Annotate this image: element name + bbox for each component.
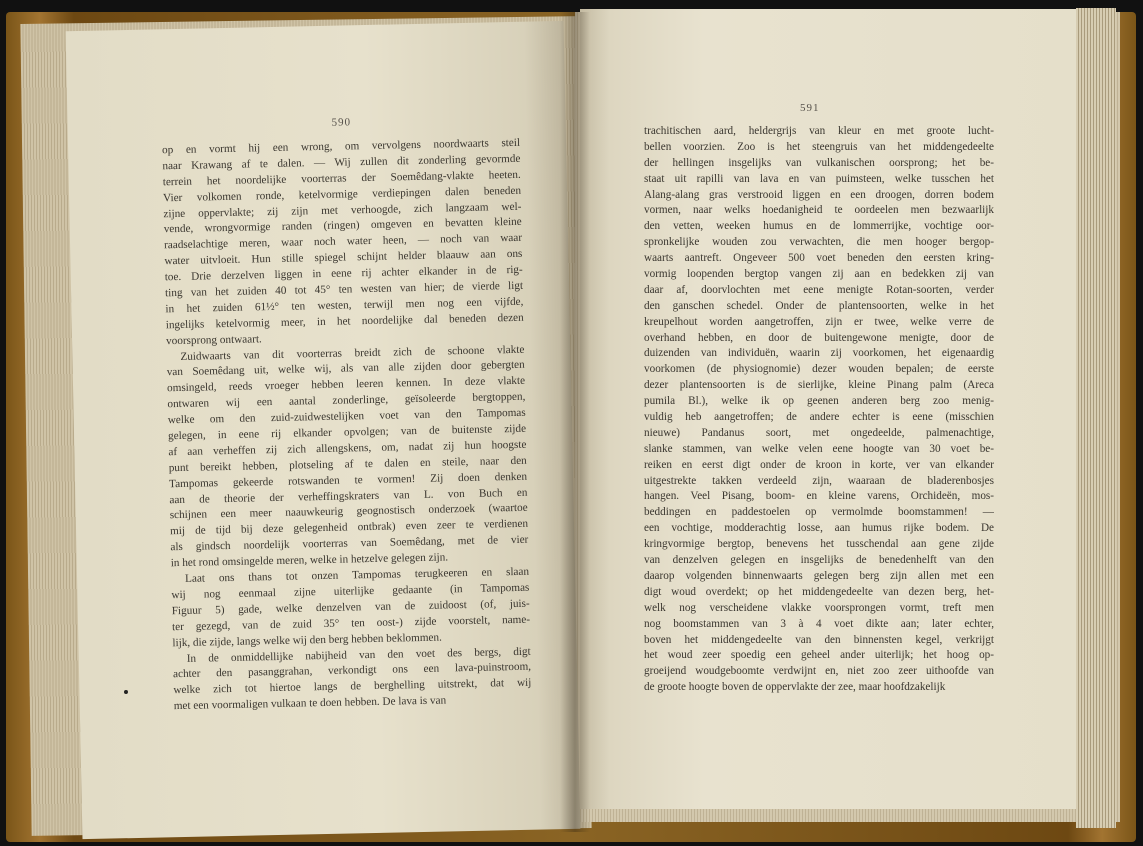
text-line: bellen voorzien. Zoo is het steengruis van het middengedeelte bbox=[644, 140, 994, 153]
text-line: welke zich tot hiertoe langs de berghelling uitstrekt, dat wij bbox=[173, 676, 532, 697]
text-line: in het rond omsingelde meren, welke in hetzelve gelegen zijn. bbox=[170, 551, 449, 570]
text-line: vormen, naar welks hoedanigheid te oordeelen men bezwaarlijk bbox=[644, 204, 994, 217]
text-line: vende, wrongvormige randen (ringen) omgeven en bevatten kleine bbox=[163, 216, 522, 236]
text-line: voorkomen (de physiognomie) dezer wouden bepalen; de eerste bbox=[644, 363, 994, 376]
text-line: groeijend woudgeboomte verdwijnt en, niet zoo zeer uithoofde van bbox=[644, 665, 994, 678]
text-line: op en vormt hij een wrong, om vervolgens noordwaarts steil bbox=[161, 136, 521, 157]
text-line: ting van het zuiden 40 tot 45° ten westen van hier; de vierde ligt bbox=[164, 279, 524, 300]
text-line: punt bereikt hebben, plotseling af te dalen en steile, naar den bbox=[168, 454, 527, 475]
text-line: ingelijks ketelvormig meer, in het noordelijke dal beneden dezen bbox=[165, 311, 524, 332]
text-line: hangen. Veel Pisang, boom- en kleine varens, Orchideën, mos- bbox=[644, 490, 994, 503]
text-line: kringvormige bergtop, benevens het tusschendal aan gene zijde bbox=[644, 538, 994, 551]
text-line: Alang-alang gras verstrooid liggen en een droogen, dorren bodem bbox=[644, 188, 994, 201]
text-line: Tampomas gekeerde rotswanden te vormen! Zij doen denken bbox=[168, 470, 528, 490]
left-page bbox=[66, 21, 581, 839]
text-line: vuldig heb aangetroffen; de andere echter is eene (misschien bbox=[644, 411, 994, 424]
text-line: lijk, die zijde, langs welke wij den berg hebben beklommen. bbox=[172, 631, 442, 649]
text-line: schijnen een meer naauwkeurig geognostisch onderzoek (waartoe bbox=[169, 502, 528, 522]
text-line: raadselachtige meren, waar noch water heen, — noch van waar bbox=[163, 232, 523, 252]
text-line: Vier volkomen ronde, ketelvormige verdiepingen dalen beneden bbox=[162, 184, 522, 204]
text-line: mij de tijd bij deze gelegenheid ontbrak) even zeer te verdienen bbox=[169, 518, 529, 538]
text-line: in het zuiden 61½° ten westen, terwijl men nog een vijfde, bbox=[165, 295, 524, 316]
text-line: waarts aantreft. Ongeveer 500 voet beneden den eersten kring- bbox=[644, 252, 994, 265]
text-line: met een voormaligen vulkaan te doen hebben. De lava is van bbox=[173, 694, 447, 713]
text-line: van Soemêdang uit, welke wij, als van alle zijden door gebergten bbox=[166, 359, 525, 379]
text-line: Zuidwaarts van dit voorterras breidt zich de schoone vlakte bbox=[180, 343, 525, 363]
text-line: der hellingen insgelijks van vulkanischen oorsprong; het be- bbox=[644, 156, 994, 169]
text-line: achter den pasanggrahan, verkondigt ons een lava-puinstroom, bbox=[172, 661, 532, 681]
right-page-edges bbox=[1076, 8, 1116, 828]
page-number: 590 bbox=[331, 116, 352, 129]
text-line: Figuur 5) gade, welke denzelven van de zuidoost (of, juis- bbox=[171, 597, 530, 618]
page-number: 591 bbox=[800, 102, 820, 114]
text-line: naar Krawang af te dalen. — Wij zullen dit zonderling gevormde bbox=[162, 152, 521, 173]
page-body-text bbox=[644, 124, 994, 696]
text-line: het woud zeer spoedig een geheel ander uiterlijk; het hoog op- bbox=[644, 649, 994, 662]
text-line: den vetten, weeken humus en de lommerrijke, vochtige oor- bbox=[644, 220, 994, 233]
text-line: kreupelhout worden aangetroffen, zijn er twee, welke verre de bbox=[644, 315, 994, 328]
text-line: ter gezegd, van de zuid 35° ten oost-) zijde voorstelt, name- bbox=[171, 613, 531, 633]
text-line: terrein het noordelijke voorterras der Soemêdang-vlakte heeten. bbox=[162, 168, 521, 189]
text-line: Laat ons thans tot onzen Tampomas terugkeeren en slaan bbox=[184, 565, 530, 585]
text-line: nieuwe) Pandanus soort, met ongedeelde, palmenachtige, bbox=[644, 426, 994, 439]
text-line: toe. Drie derzelven liggen in eene rij achter elkander in de rig- bbox=[164, 263, 523, 284]
text-line: spronkelijke wouden zou verwachten, die men hooger bergop- bbox=[644, 236, 994, 249]
text-line: den ganschen schedel. Onder de plantensoorten, welke in het bbox=[644, 299, 994, 312]
text-line: zijne oppervlakte; zij zijn met verhoogde, zich langzaam wel- bbox=[163, 200, 522, 220]
text-line: daar af, doorvlochten met eene menigte Rotan-soorten, verder bbox=[644, 283, 994, 296]
text-line: uitgestrekte takken verdeeld zijn, waaraan de bladerenbosjes bbox=[644, 474, 994, 487]
text-line: vormig loopenden bergtop vangen zij aan en bedekken zij van bbox=[644, 268, 994, 281]
text-line: welke om den zuid-zuidwestelijken voet van den Tampomas bbox=[167, 406, 526, 427]
text-line: wij nog eenmaal zijne uiterlijke gedaante (in Tampomas bbox=[171, 581, 530, 602]
page-body-text bbox=[162, 136, 532, 715]
book-gutter bbox=[560, 12, 590, 832]
text-line: nog boomstammen van 3 à 4 voet dikte aan; later echter, bbox=[644, 617, 994, 630]
text-line: reiken en eerst digt onder de kroon in korte, ver van elkander bbox=[644, 458, 994, 471]
text-line: digt woud overdekt; op het middengedeelte van dezen berg, het- bbox=[644, 585, 994, 598]
text-line: voorsprong ontwaart. bbox=[165, 332, 262, 347]
text-line: overhand hebben, en door de buitengewone menigte, door de bbox=[644, 331, 994, 344]
text-line: In de onmiddellijke nabijheid van den voet des bergs, digt bbox=[186, 645, 531, 665]
text-line: dezer plantensoorten is de sierlijke, kleine Pinang palm (Areca bbox=[644, 379, 994, 392]
text-line: een vochtige, modderachtig losse, aan humus rijke bodem. De bbox=[644, 522, 994, 535]
text-line: de groote hoogte boven de oppervlakte der zee, maar hoofdzakelijk bbox=[644, 681, 946, 694]
text-line: slanke stammen, van welke velen eene hoogte van 30 voet be- bbox=[644, 442, 994, 455]
text-line: aan de theorie der verheffingskraters van L. von Buch en bbox=[169, 486, 528, 506]
text-line: pumila Bl.), welke ik op geenen anderen berg zoo menig- bbox=[644, 395, 994, 408]
text-line: trachitischen aard, heldergrijs van kleur en met groote lucht- bbox=[644, 125, 994, 137]
right-page bbox=[580, 9, 1076, 809]
text-line: staat uit rapilli van lava en van puimsteen, welke tusschen het bbox=[644, 172, 994, 185]
text-line: duizenden van individuën, waarin zij voorkomen, het eigenaardig bbox=[644, 347, 994, 360]
text-line: omsingeld, reeds vroeger hebben leeren kennen. In deze vlakte bbox=[166, 375, 526, 395]
text-line: ontwaren wij een aantal zonderlinge, geïsoleerde bergtoppen, bbox=[167, 391, 526, 411]
text-line: van denzelven gelegen en insgelijks de benedenhelft van den bbox=[644, 554, 994, 567]
text-line: boven het middengedeelte van den binnensten kegel, verkrijgt bbox=[644, 633, 994, 646]
text-line: als gindsch noordelijk voorterras van Soemêdang, met de vier bbox=[170, 533, 529, 554]
ink-dot bbox=[124, 690, 128, 694]
text-line: daarop volgenden binnenwaarts gelegen berg zijn allen met een bbox=[644, 569, 994, 582]
text-line: welk nog verscheidene vlakke voorsprongen vormt, treft men bbox=[644, 601, 994, 614]
text-line: af aan verheffen zij zich allengskens, om, nadat zij hun hoogste bbox=[168, 438, 527, 459]
text-line: gelegen, in eene rij elkander opvolgen; van de buitenste zijde bbox=[167, 422, 527, 443]
text-line: water uitvloeit. Hun stille spiegel schijnt helder blaauw aan ons bbox=[164, 248, 523, 268]
text-line: beddingen en paddestoelen op vermolmde boomstammen! — bbox=[644, 506, 994, 519]
